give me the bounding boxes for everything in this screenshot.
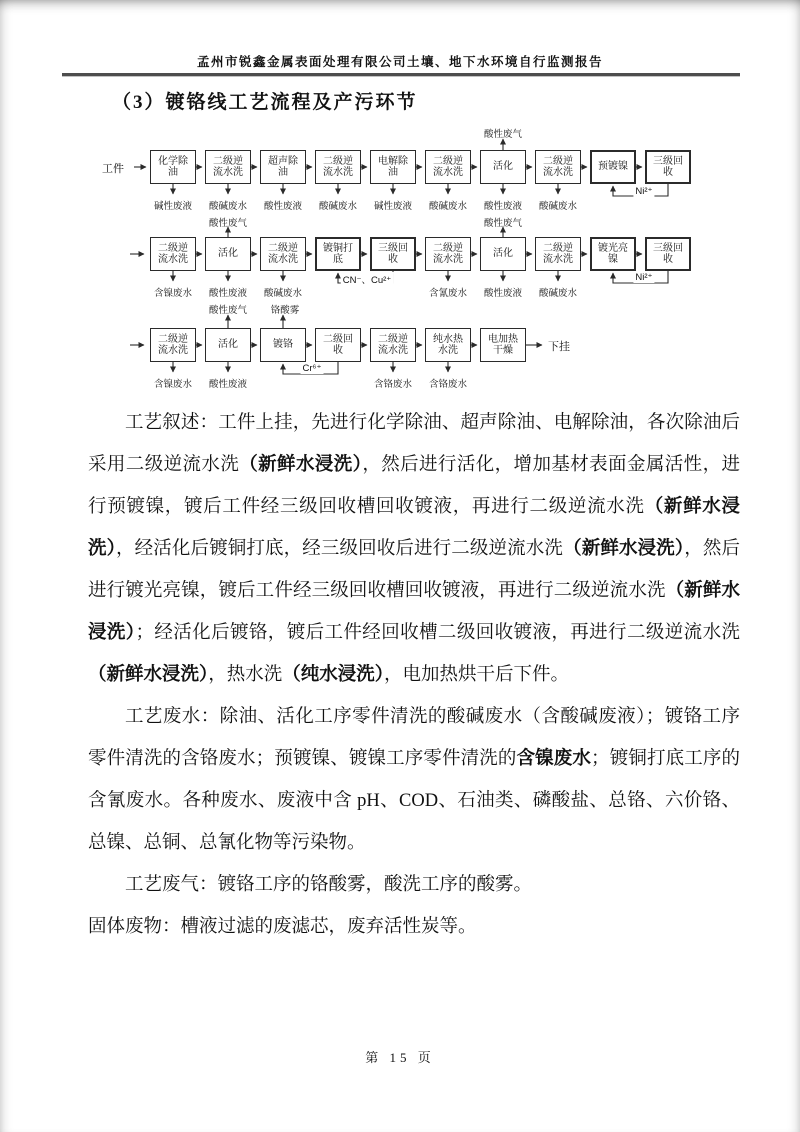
end-label: 下挂 (548, 341, 570, 353)
emission-label: 酸性废气 (208, 218, 248, 229)
process-box: 二级逆流水洗 (535, 237, 581, 271)
emission-label: 碱性废液 (153, 201, 193, 212)
emission-label: 酸性废液 (483, 288, 523, 299)
process-box: 纯水热水洗 (425, 328, 471, 362)
section-title: （3）镀铬线工艺流程及产污环节 (112, 92, 418, 113)
header-title: 孟州市锐鑫金属表面处理有限公司土壤、地下水环境自行监测报告 (196, 55, 603, 69)
process-box: 二级逆流水洗 (260, 237, 306, 271)
process-box: 镀光亮镍 (590, 237, 636, 271)
process-box: 化学除油 (150, 150, 196, 184)
process-box: 三级回收 (370, 237, 416, 271)
emission-label: 酸性废气 (208, 305, 248, 316)
feedback-label-cn-cu: CN⁻、Cu²⁺ (341, 272, 394, 286)
emission-label: 含铬废水 (373, 379, 413, 390)
emission-label: 酸碱废水 (318, 201, 358, 212)
emission-label: 酸性废液 (208, 288, 248, 299)
process-box: 二级逆流水洗 (535, 150, 581, 184)
process-flow-diagram (88, 118, 760, 400)
process-box: 活化 (480, 237, 526, 271)
process-box: 三级回收 (645, 237, 691, 271)
feedback-label-ni: Ni²⁺ (635, 186, 653, 197)
emission-label: 酸性废气 (483, 218, 523, 229)
emission-label: 酸碱废水 (428, 201, 468, 212)
emission-label: 铬酸雾 (270, 305, 300, 316)
emission-label: 含氰废水 (428, 288, 468, 299)
body-text (88, 402, 740, 948)
emission-label: 碱性废液 (373, 201, 413, 212)
emission-label: 含镍废水 (153, 288, 193, 299)
emission-label: 酸碱废水 (538, 201, 578, 212)
process-box: 镀铬 (260, 328, 306, 362)
emission-label: 酸碱废水 (263, 288, 303, 299)
process-box: 二级逆流水洗 (205, 150, 251, 184)
emission-label: 酸性废液 (483, 201, 523, 212)
emission-label: 酸碱废水 (538, 288, 578, 299)
emission-label: 含铬废水 (428, 379, 468, 390)
emission-label: 酸性废液 (208, 379, 248, 390)
process-box: 二级逆流水洗 (150, 328, 196, 362)
process-box: 电加热干燥 (480, 328, 526, 362)
process-box: 二级逆流水洗 (425, 237, 471, 271)
feedback-label-cr: Cr⁶⁺ (302, 363, 322, 374)
process-box: 活化 (205, 328, 251, 362)
emission-label: 酸性废液 (263, 201, 303, 212)
paragraph-process-description: 工艺叙述：工件上挂，先进行化学除油、超声除油、电解除油，各次除油后采用二级逆流水洗（新鲜水浸洗），然后进行活化，增加基材表面金属活性，进行预镀镍，镀后工件经三级回收槽回收镀液，再进行二级逆流水洗（新鲜水浸洗），经活化后镀铜打底，经三级回收后进行二级逆流水洗（新鲜水浸洗），然后进行镀光亮镍，镀后工件经三级回收槽回收镀液，再进行二级逆流水洗（新鲜水浸洗）；经活化后镀铬，镀后工件经回收槽二级回收镀液，再进行二级逆流水洗（新鲜水浸洗），热水洗（纯水浸洗），电加热烘干后下件。 (88, 413, 740, 685)
paragraph-wastewater: 工艺废水：除油、活化工序零件清洗的酸碱废水（含酸碱废液）；镀铬工序零件清洗的含铬废水；预镀镍、镀镍工序零件清洗的含镍废水；镀铜打底工序的含氰废水。各种废水、废液中含 pH、COD、石油类、磷酸盐、总铬、六价铬、总镍、总铜、总氰化物等污染物。 (88, 707, 740, 853)
page-number: 第 15 页 (365, 1050, 435, 1065)
process-box: 电解除油 (370, 150, 416, 184)
emission-label: 含镍废水 (153, 379, 193, 390)
process-box: 预镀镍 (590, 150, 636, 184)
process-box: 二级逆流水洗 (425, 150, 471, 184)
process-box: 超声除油 (260, 150, 306, 184)
start-label: 工件 (102, 163, 124, 175)
process-box: 活化 (480, 150, 526, 184)
process-box: 二级逆流水洗 (370, 328, 416, 362)
emission-label: 酸碱废水 (208, 201, 248, 212)
process-box: 二级逆流水洗 (150, 237, 196, 271)
paragraph-solid-waste: 固体废物：槽液过滤的废滤芯，废弃活性炭等。 (88, 917, 477, 937)
emission-label: 酸性废气 (483, 129, 523, 140)
paragraph-waste-gas: 工艺废气：镀铬工序的铬酸雾，酸洗工序的酸雾。 (125, 875, 533, 895)
process-box: 二级回收 (315, 328, 361, 362)
process-box: 二级逆流水洗 (315, 150, 361, 184)
feedback-label-ni: Ni²⁺ (635, 272, 653, 283)
header-rule (62, 73, 740, 77)
process-box: 三级回收 (645, 150, 691, 184)
process-box: 镀铜打底 (315, 237, 361, 271)
process-box: 活化 (205, 237, 251, 271)
